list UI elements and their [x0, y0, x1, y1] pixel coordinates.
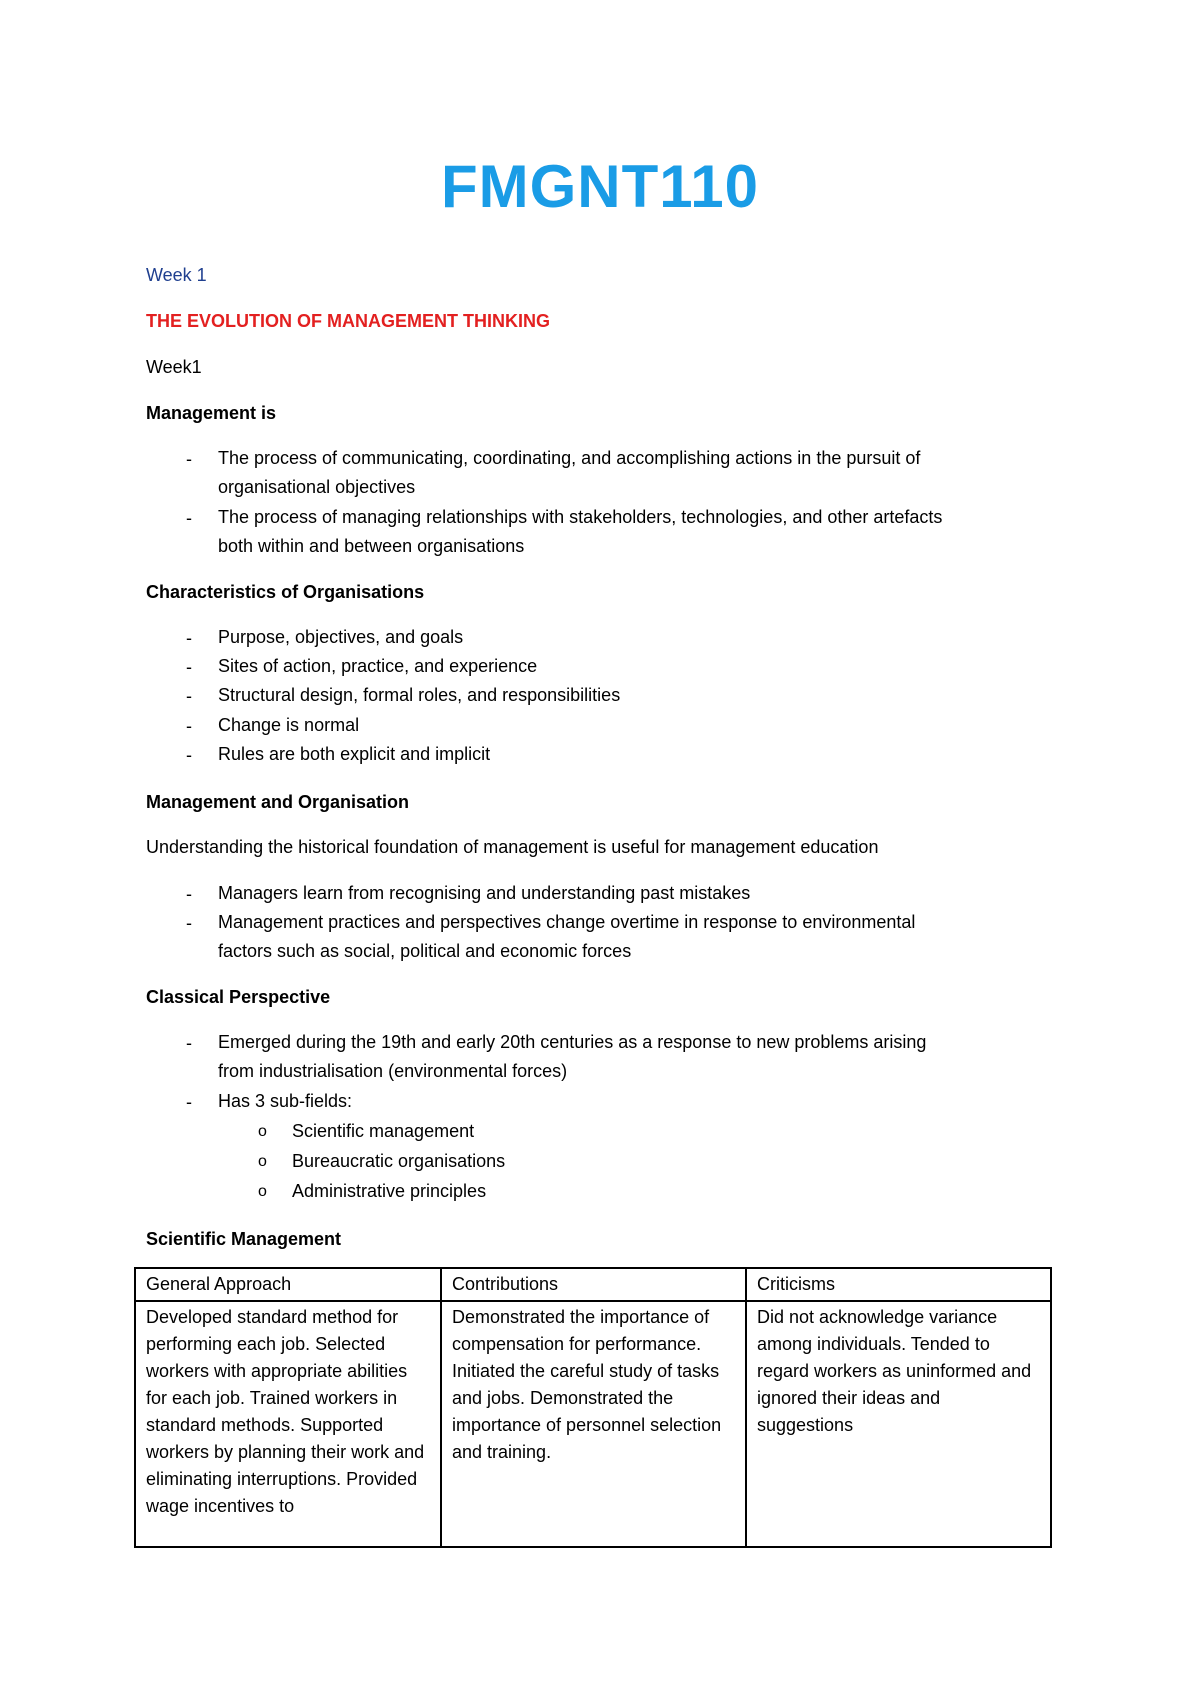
document-title: FMGNT110 [440, 153, 760, 220]
list-item-line: from industrialisation (environmental forces) [218, 1061, 568, 1081]
bullet-dash: - [186, 884, 192, 904]
list-item [218, 908, 1078, 966]
table-row [135, 1301, 1051, 1547]
bullet-dash: - [186, 1033, 192, 1053]
bullet-dash: - [186, 745, 192, 765]
table-header-cell: Contributions [441, 1268, 746, 1301]
list-item-line: The process of communicating, coordinating, and accomplishing actions in the pursuit of [218, 448, 921, 468]
list-item [218, 503, 1078, 561]
scientific-heading: Scientific Management [146, 1229, 342, 1249]
management-is-heading: Management is [146, 403, 277, 423]
sub-list-item: Bureaucratic organisations [292, 1151, 506, 1171]
list-item-line: organisational objectives [218, 477, 416, 497]
bullet-dash: - [186, 1092, 192, 1112]
list-item-line: The process of managing relationships with stakeholders, technologies, and other artefacts [218, 507, 943, 527]
sub-bullet-marker: o [258, 1123, 267, 1140]
mgmt-org-heading: Management and Organisation [146, 792, 410, 812]
bullet-dash: - [186, 686, 192, 706]
list-item: Purpose, objectives, and goals [218, 627, 464, 647]
bullet-dash: - [186, 628, 192, 648]
scientific-management-table [134, 1267, 1052, 1548]
list-item-line: both within and between organisations [218, 536, 525, 556]
sub-bullet-marker: o [258, 1183, 267, 1200]
list-item-line: Emerged during the 19th and early 20th centuries as a response to new problems arising [218, 1032, 927, 1052]
list-item [218, 1028, 1078, 1086]
table-cell: Demonstrated the importance of compensation for performance. Initiated the careful study of tasks and jobs. Demonstrated the importance of personnel selection and training. [441, 1301, 746, 1547]
list-item-line: factors such as social, political and economic forces [218, 941, 632, 961]
bullet-dash: - [186, 449, 192, 469]
sub-bullet-marker: o [258, 1153, 267, 1170]
list-item [218, 444, 1078, 502]
table-header-row [135, 1268, 1051, 1301]
characteristics-heading: Characteristics of Organisations [146, 582, 425, 602]
section-heading: THE EVOLUTION OF MANAGEMENT THINKING [146, 311, 550, 331]
table-header-cell: General Approach [135, 1268, 441, 1301]
bullet-dash: - [186, 913, 192, 933]
list-item: Structural design, formal roles, and responsibilities [218, 685, 621, 705]
table-header-cell: Criticisms [746, 1268, 1051, 1301]
sub-list-item: Administrative principles [292, 1181, 487, 1201]
table-cell: Did not acknowledge variance among individuals. Tended to regard workers as uninformed and ignored their ideas and suggestions [746, 1301, 1051, 1547]
list-item: Managers learn from recognising and understanding past mistakes [218, 883, 751, 903]
bullet-dash: - [186, 716, 192, 736]
mgmt-org-paragraph: Understanding the historical foundation of management is useful for management education [146, 837, 879, 857]
week-label: Week 1 [146, 265, 207, 285]
classical-heading: Classical Perspective [146, 987, 331, 1007]
list-item: Change is normal [218, 715, 360, 735]
bullet-dash: - [186, 657, 192, 677]
list-item: Sites of action, practice, and experience [218, 656, 538, 676]
table-cell: Developed standard method for performing each job. Selected workers with appropriate abilities for each job. Trained workers in standard methods. Supported workers by planning their work and eliminating interruptions. Provided wage incentives to [135, 1301, 441, 1547]
list-item-line: Management practices and perspectives change overtime in response to environmental [218, 912, 916, 932]
list-item: Has 3 sub-fields: [218, 1091, 353, 1111]
bullet-dash: - [186, 508, 192, 528]
sub-list-item: Scientific management [292, 1121, 475, 1141]
list-item: Rules are both explicit and implicit [218, 744, 491, 764]
week-label-2: Week1 [146, 357, 202, 377]
